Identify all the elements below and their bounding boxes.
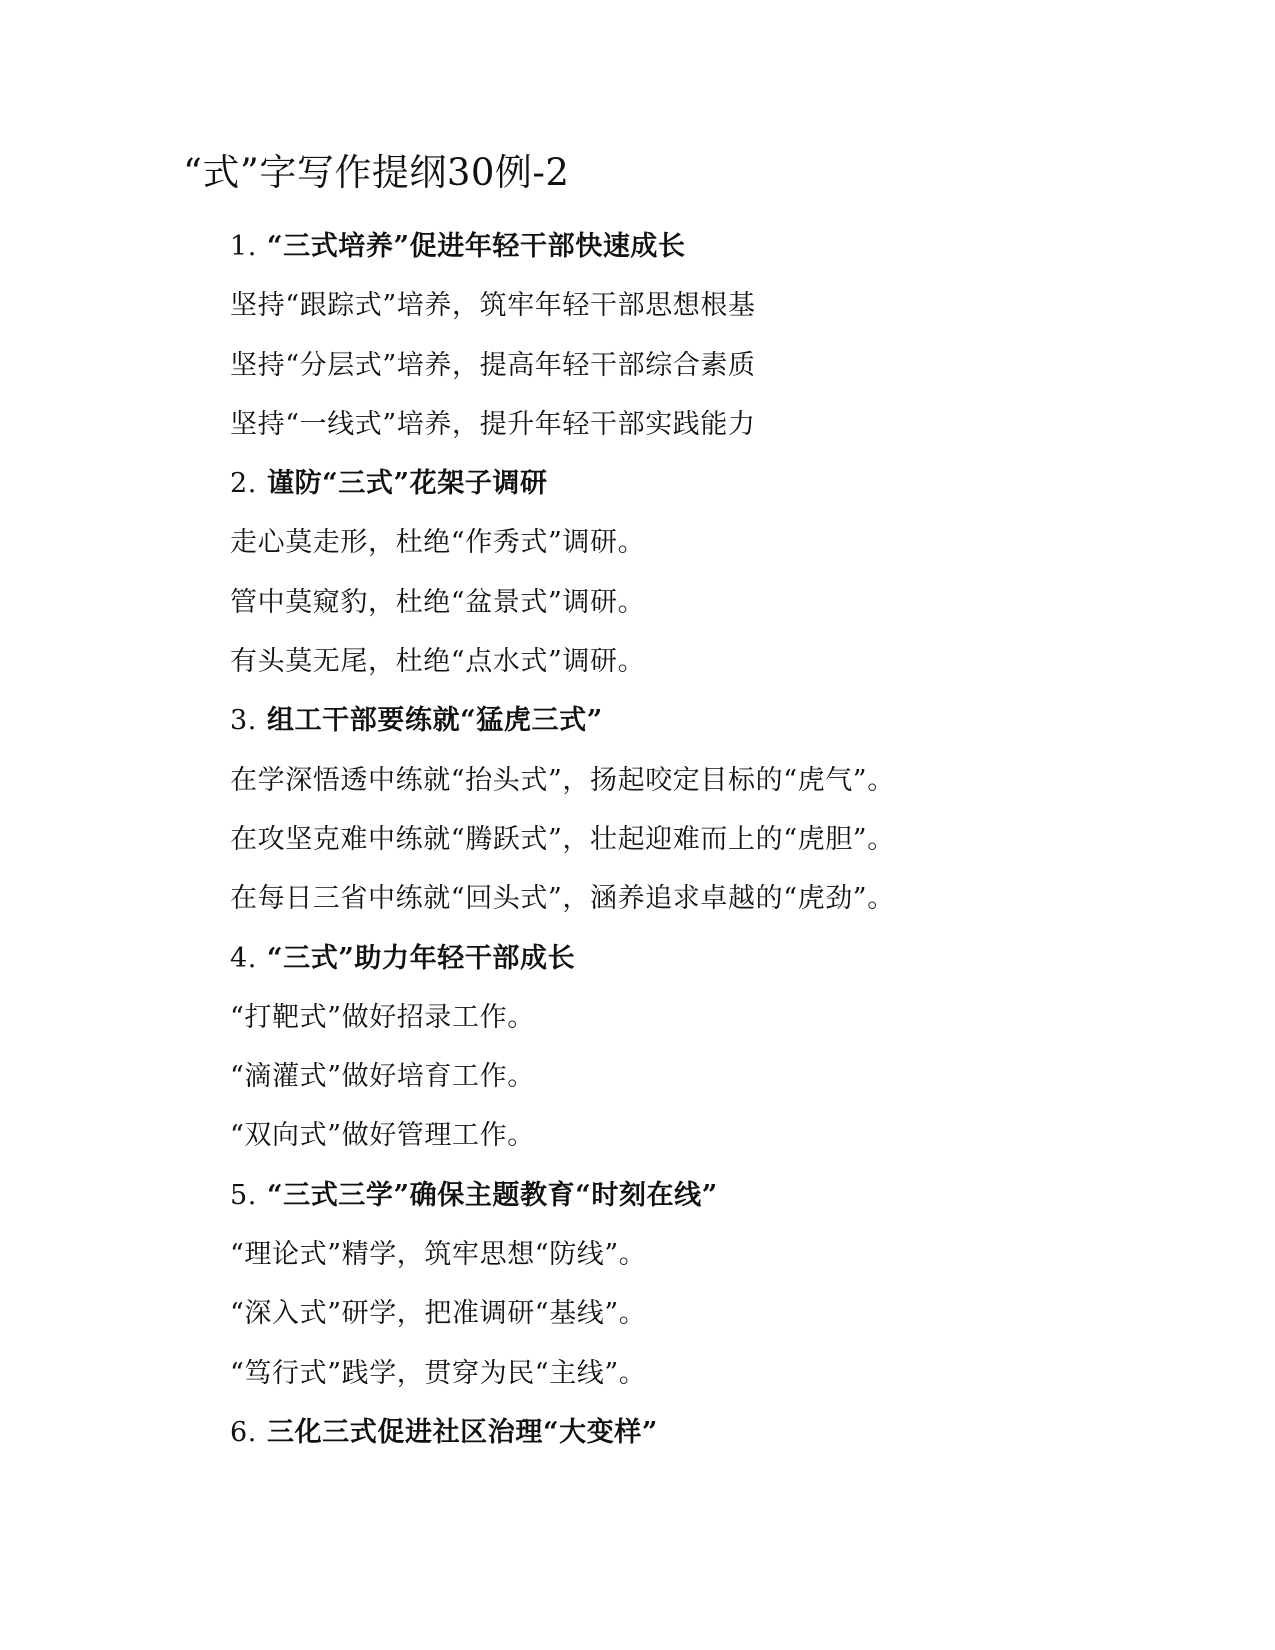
section-number: 6. [230,1416,257,1448]
section-heading [230,1170,1230,1229]
document-body [230,221,1230,1466]
section-line: 在攻坚克难中练就“腾跃式”，壮起迎难而上的“虎胆”。 [230,823,895,855]
section-line: 坚持“分层式”培养，提高年轻干部综合素质 [230,349,756,381]
section-line: 在学深悟透中练就“抬头式”，扬起咬定目标的“虎气”。 [230,764,895,796]
section-heading [230,221,1230,280]
section-heading-text: 谨防“三式”花架子调研 [266,468,548,500]
section-line: “深入式”研学，把准调研“基线”。 [230,1298,647,1330]
section-line: “笃行式”践学，贯穿为民“主线”。 [230,1357,647,1389]
section-line: “滴灌式”做好培育工作。 [230,1061,535,1093]
section-heading-text: “三式培养”促进年轻干部快速成长 [266,231,686,262]
section-line: 走心莫走形，杜绝“作秀式”调研。 [230,527,646,559]
section-number: 2. [230,468,257,500]
section-number: 5. [230,1179,257,1211]
section-line: 在每日三省中练就“回头式”，涵养追求卓越的“虎劲”。 [230,883,895,915]
document-title: “式”字写作提纲30例-2 [183,151,570,194]
section-heading [230,1407,1230,1466]
section-heading-text: “三式”助力年轻干部成长 [266,942,576,974]
section-heading-text: 组工干部要练就“猛虎三式” [266,705,603,737]
section-number: 1. [230,231,257,262]
section-line: “理论式”精学，筑牢思想“防线”。 [230,1239,647,1271]
section-line: 坚持“跟踪式”培养，筑牢年轻干部思想根基 [230,290,756,322]
section-line: 管中莫窥豹，杜绝“盆景式”调研。 [230,586,646,618]
section-line: 有头莫无尾，杜绝“点水式”调研。 [230,646,646,678]
section-line: “打靶式”做好招录工作。 [230,1001,535,1033]
section-heading [230,933,1230,992]
section-line: 坚持“一线式”培养，提升年轻干部实践能力 [230,408,756,440]
section-heading [230,458,1230,517]
section-line: “双向式”做好管理工作。 [230,1120,535,1152]
section-heading [230,695,1230,754]
section-number: 4. [230,942,257,974]
section-number: 3. [230,705,257,737]
section-heading-text: “三式三学”确保主题教育“时刻在线” [266,1179,718,1211]
section-heading-text: 三化三式促进社区治理“大变样” [266,1416,659,1448]
